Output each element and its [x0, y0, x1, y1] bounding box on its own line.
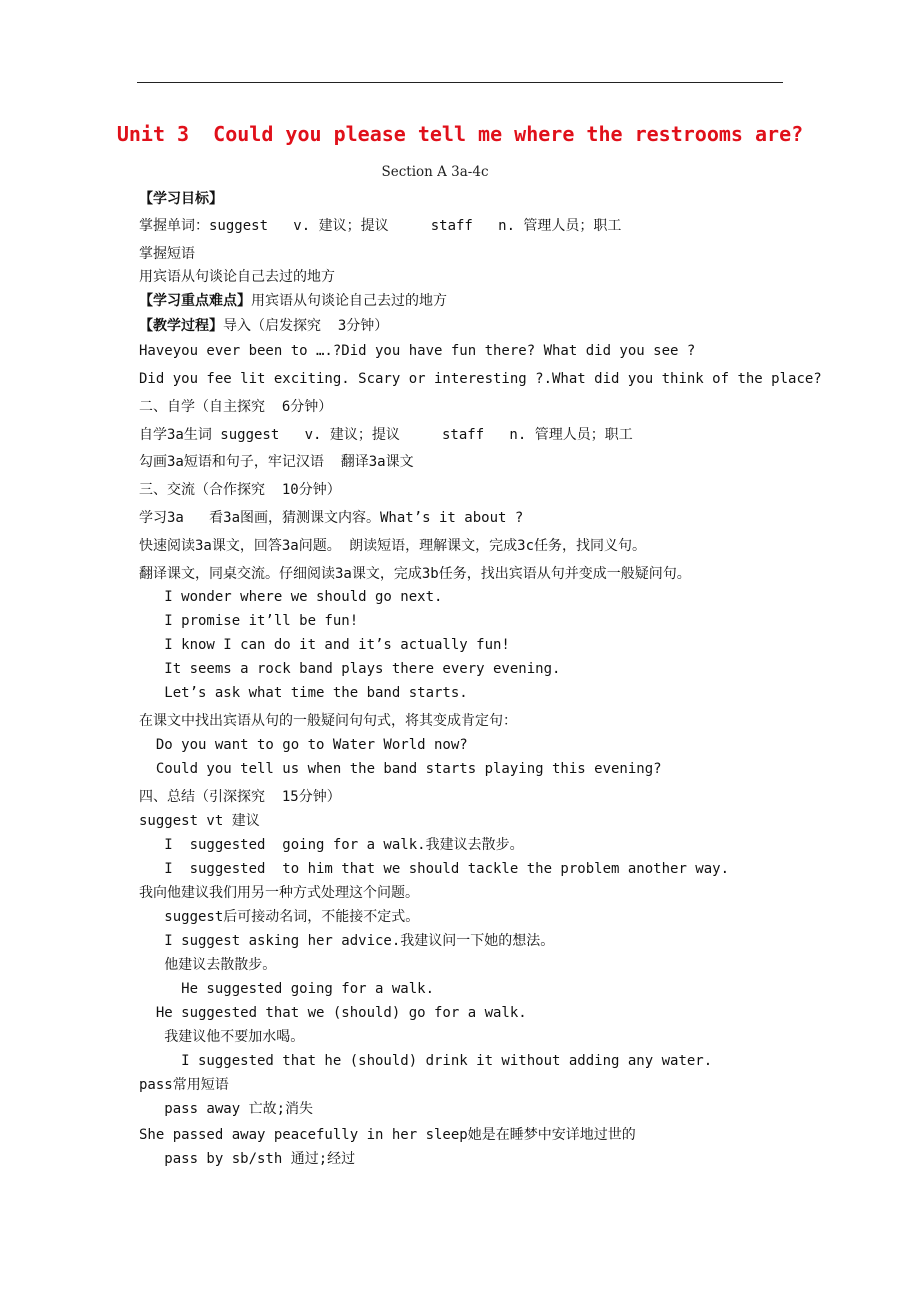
text-line — [139, 292, 447, 310]
text-line — [139, 565, 691, 583]
line-text: pass by sb/sth 通过;经过 — [139, 1151, 356, 1167]
line-text: She passed away peacefully in her sleep她是在睡梦中安详地过世的 — [139, 1127, 636, 1143]
section-heading: 【学习重点难点】 — [139, 293, 251, 309]
line-text: 在课文中找出宾语从句的一般疑问句句式，将其变成肯定句： — [139, 713, 517, 729]
line-text: 勾画3a短语和句子，牢记汉语 翻译3a课文 — [139, 454, 414, 470]
text-line — [139, 1004, 527, 1022]
text-line — [139, 481, 341, 499]
text-line — [139, 1076, 229, 1094]
line-text: 四、总结（引深探究 15分钟） — [139, 789, 341, 805]
text-line — [139, 370, 822, 388]
text-line — [139, 884, 419, 902]
text-line — [139, 426, 633, 444]
line-text: He suggested that we (should) go for a walk. — [139, 1005, 527, 1021]
text-line — [139, 684, 468, 702]
text-line — [139, 317, 388, 335]
line-text: I suggested to him that we should tackle the problem another way. — [139, 861, 730, 877]
document-title: Unit 3 Could you please tell me where the restrooms are? — [116, 122, 804, 146]
header-rule — [137, 82, 783, 83]
text-line — [139, 190, 223, 208]
line-text: 我向他建议我们用另一种方式处理这个问题。 — [139, 885, 419, 901]
text-line — [139, 1100, 313, 1118]
line-text: 他建议去散散步。 — [139, 957, 277, 973]
text-line — [139, 245, 195, 263]
text-line — [139, 588, 442, 606]
line-text: 快速阅读3a课文，回答3a问题。 朗读短语，理解课文，完成3c任务，找同义句。 — [139, 538, 646, 554]
line-text: 用宾语从句谈论自己去过的地方 — [139, 269, 335, 285]
line-text: pass away 亡故;消失 — [139, 1101, 314, 1117]
line-text: I wonder where we should go next. — [139, 589, 443, 605]
line-text: 学习3a 看3a图画，猜测课文内容。What’s it about ? — [139, 510, 524, 526]
text-line — [139, 980, 434, 998]
text-line — [139, 760, 662, 778]
line-text: suggest vt 建议 — [139, 813, 260, 829]
line-text: 翻译课文，同桌交流。仔细阅读3a课文，完成3b任务，找出宾语从句并变成一般疑问句。 — [139, 566, 691, 582]
line-text: Let’s ask what time the band starts. — [139, 685, 468, 701]
line-text: 掌握短语 — [139, 246, 195, 262]
text-line — [139, 342, 695, 360]
line-text: He suggested going for a walk. — [139, 981, 435, 997]
line-text: suggest后可接动名词，不能接不定式。 — [139, 909, 420, 925]
text-line — [139, 509, 523, 527]
text-line — [139, 788, 341, 806]
line-text: Do you want to go to Water World now? — [139, 737, 468, 753]
text-line — [139, 812, 260, 830]
text-line — [139, 908, 419, 926]
line-text: Did you fee lit exciting. Scary or interesting ?.What did you think of the place? — [139, 371, 822, 387]
text-line — [139, 453, 414, 471]
line-text: I suggest asking her advice.我建议问一下她的想法。 — [139, 933, 555, 949]
line-text: 我建议他不要加水喝。 — [139, 1029, 305, 1045]
text-line — [139, 836, 524, 854]
line-text: I suggested that he (should) drink it without adding any water. — [139, 1053, 713, 1069]
text-line — [139, 932, 554, 950]
line-text: 导入（启发探究 3分钟） — [223, 318, 389, 334]
line-text: Haveyou ever been to ….?Did you have fun there? What did you see ? — [139, 343, 696, 359]
text-line — [139, 398, 332, 416]
document-subtitle: Section A 3a-4c — [381, 164, 489, 180]
line-text: It seems a rock band plays there every evening. — [139, 661, 561, 677]
text-line — [139, 1028, 304, 1046]
line-text: 二、自学（自主探究 6分钟） — [139, 399, 333, 415]
text-line — [139, 636, 510, 654]
line-text: 三、交流（合作探究 10分钟） — [139, 482, 341, 498]
line-text: 自学3a生词 suggest v. 建议；提议 staff n. 管理人员；职工 — [139, 427, 633, 443]
text-line — [139, 612, 358, 630]
line-text: pass常用短语 — [139, 1077, 229, 1093]
text-line — [139, 268, 335, 286]
text-line — [139, 712, 517, 730]
text-line — [139, 537, 646, 555]
line-text: Could you tell us when the band starts playing this evening? — [139, 761, 662, 777]
text-line — [139, 660, 560, 678]
line-text: 掌握单词：suggest v. 建议；提议 staff n. 管理人员；职工 — [139, 218, 622, 234]
section-heading: 【学习目标】 — [139, 191, 223, 207]
text-line — [139, 1052, 712, 1070]
text-line — [139, 860, 729, 878]
text-line — [139, 956, 276, 974]
text-line — [139, 217, 621, 235]
text-line — [139, 736, 468, 754]
line-text: I promise it’ll be fun! — [139, 613, 359, 629]
text-line — [139, 1150, 355, 1168]
line-text: I know I can do it and it’s actually fun! — [139, 637, 510, 653]
text-line — [139, 1126, 636, 1144]
line-text: I suggested going for a walk.我建议去散步。 — [139, 837, 524, 853]
section-heading: 【教学过程】 — [139, 318, 223, 334]
line-text: 用宾语从句谈论自己去过的地方 — [251, 293, 447, 309]
